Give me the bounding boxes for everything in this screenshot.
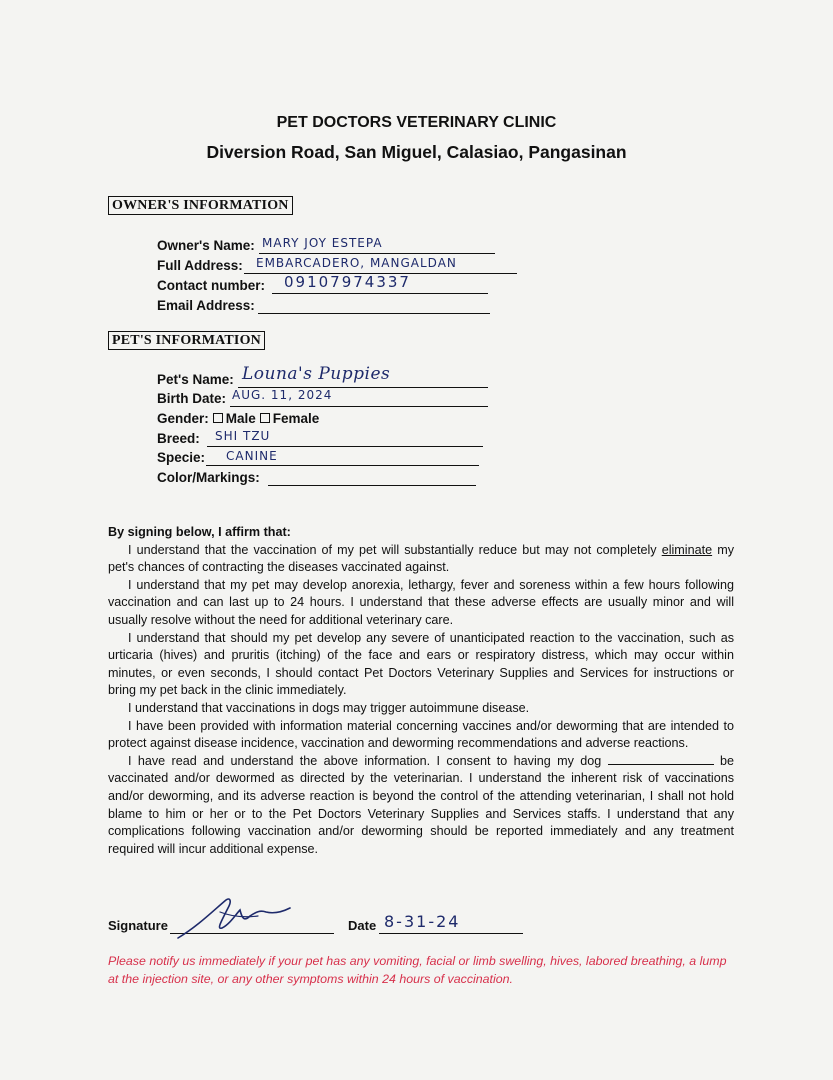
- owner-name-value: MARY JOY ESTEPA: [262, 236, 383, 250]
- affirmation-paragraph-1: I understand that the vaccination of my pet will substantially reduce but may not completely eliminate my pet's chances of contracting the diseases vaccinated against.: [108, 542, 735, 575]
- affirmation-paragraph-5: I have been provided with information material concerning vaccines and/or deworming that are intended to protect against disease incidence, vaccination and deworming recommendations and adverse reactions.: [108, 718, 734, 751]
- male-checkbox[interactable]: [213, 413, 223, 423]
- breed-label: Breed:: [157, 431, 200, 446]
- clinic-address: Diversion Road, San Miguel, Calasiao, Pangasinan: [206, 142, 627, 162]
- eliminate-word: eliminate: [661, 542, 713, 557]
- gender-label: Gender:: [157, 411, 209, 426]
- pet-name-label: Pet's Name:: [157, 372, 234, 387]
- male-label: Male: [225, 411, 256, 426]
- female-label: Female: [272, 411, 320, 426]
- breed-value: SHI TZU: [215, 429, 271, 443]
- owner-name-label: Owner's Name:: [157, 238, 255, 253]
- pet-section-heading: PET'S INFORMATION: [108, 331, 265, 350]
- date-value: 8-31-24: [384, 912, 461, 931]
- female-checkbox[interactable]: [260, 413, 270, 423]
- owner-section-heading: OWNER'S INFORMATION: [108, 196, 293, 215]
- contact-number-label: Contact number:: [157, 278, 265, 293]
- birth-date-value: AUG. 11, 2024: [232, 388, 333, 402]
- date-label: Date: [348, 918, 377, 933]
- email-address-field[interactable]: [258, 298, 490, 314]
- full-address-value: EMBARCADERO, MANGALDAN: [256, 256, 457, 270]
- full-address-label: Full Address:: [157, 258, 243, 273]
- signature-label: Signature: [108, 918, 168, 933]
- affirmation-paragraph-4: I understand that vaccinations in dogs may trigger autoimmune disease.: [128, 700, 530, 715]
- specie-label: Specie:: [157, 450, 206, 465]
- pet-name-value: Louna's Puppies: [242, 364, 391, 384]
- vaccination-notice: Please notify us immediately if your pet has any vomiting, facial or limb swelling, hives, labored breathing, a lump at the injection site, or any other symptoms within 24 hours of vaccination.: [108, 954, 727, 986]
- signature-scribble: [170, 892, 300, 944]
- color-markings-field[interactable]: [268, 470, 476, 486]
- affirmation-paragraph-3: I understand that should my pet develop any severe of unanticipated reaction to the vaccination, such as urticaria (hives) and pruritis (itching) of the face and ears or respiratory distress, which may occur within minutes, or even seconds, I should contact Pet Doctors Veterinary Supplies and Services for instructions or bring my pet back in the clinic immediately.: [108, 630, 734, 698]
- birth-date-label: Birth Date:: [157, 391, 227, 406]
- contact-number-value: 09107974337: [284, 273, 411, 291]
- email-address-label: Email Address:: [157, 298, 255, 313]
- gender-row: [157, 411, 319, 427]
- affirmation-paragraph-2: I understand that my pet may develop anorexia, lethargy, fever and soreness within a few hours following vaccination and can last up to 24 hours. I understand that these adverse effects are usually minor and will usually resolve without the need for additional veterinary care.: [108, 577, 734, 627]
- dog-name-blank[interactable]: [608, 753, 714, 765]
- specie-value: CANINE: [226, 449, 278, 463]
- affirmation-text: [108, 524, 734, 858]
- clinic-name: PET DOCTORS VETERINARY CLINIC: [276, 114, 557, 131]
- affirmation-lead: By signing below, I affirm that:: [108, 525, 291, 539]
- color-markings-label: Color/Markings:: [157, 470, 260, 485]
- affirmation-paragraph-6: I have read and understand the above information. I consent to having my dog be vaccinated and/or dewormed as directed by the veterinarian. I understand the inherent risk of vaccinations and/or deworming, and its adverse reaction is beyond the control of the attending veterinarian, I shall not hold blame to him or her or to the Pet Doctors Veterinary Supplies and Services staffs. I understand that any complications following vaccination and/or deworming should be reported immediately and any treatment required will incur additional expense.: [108, 753, 735, 856]
